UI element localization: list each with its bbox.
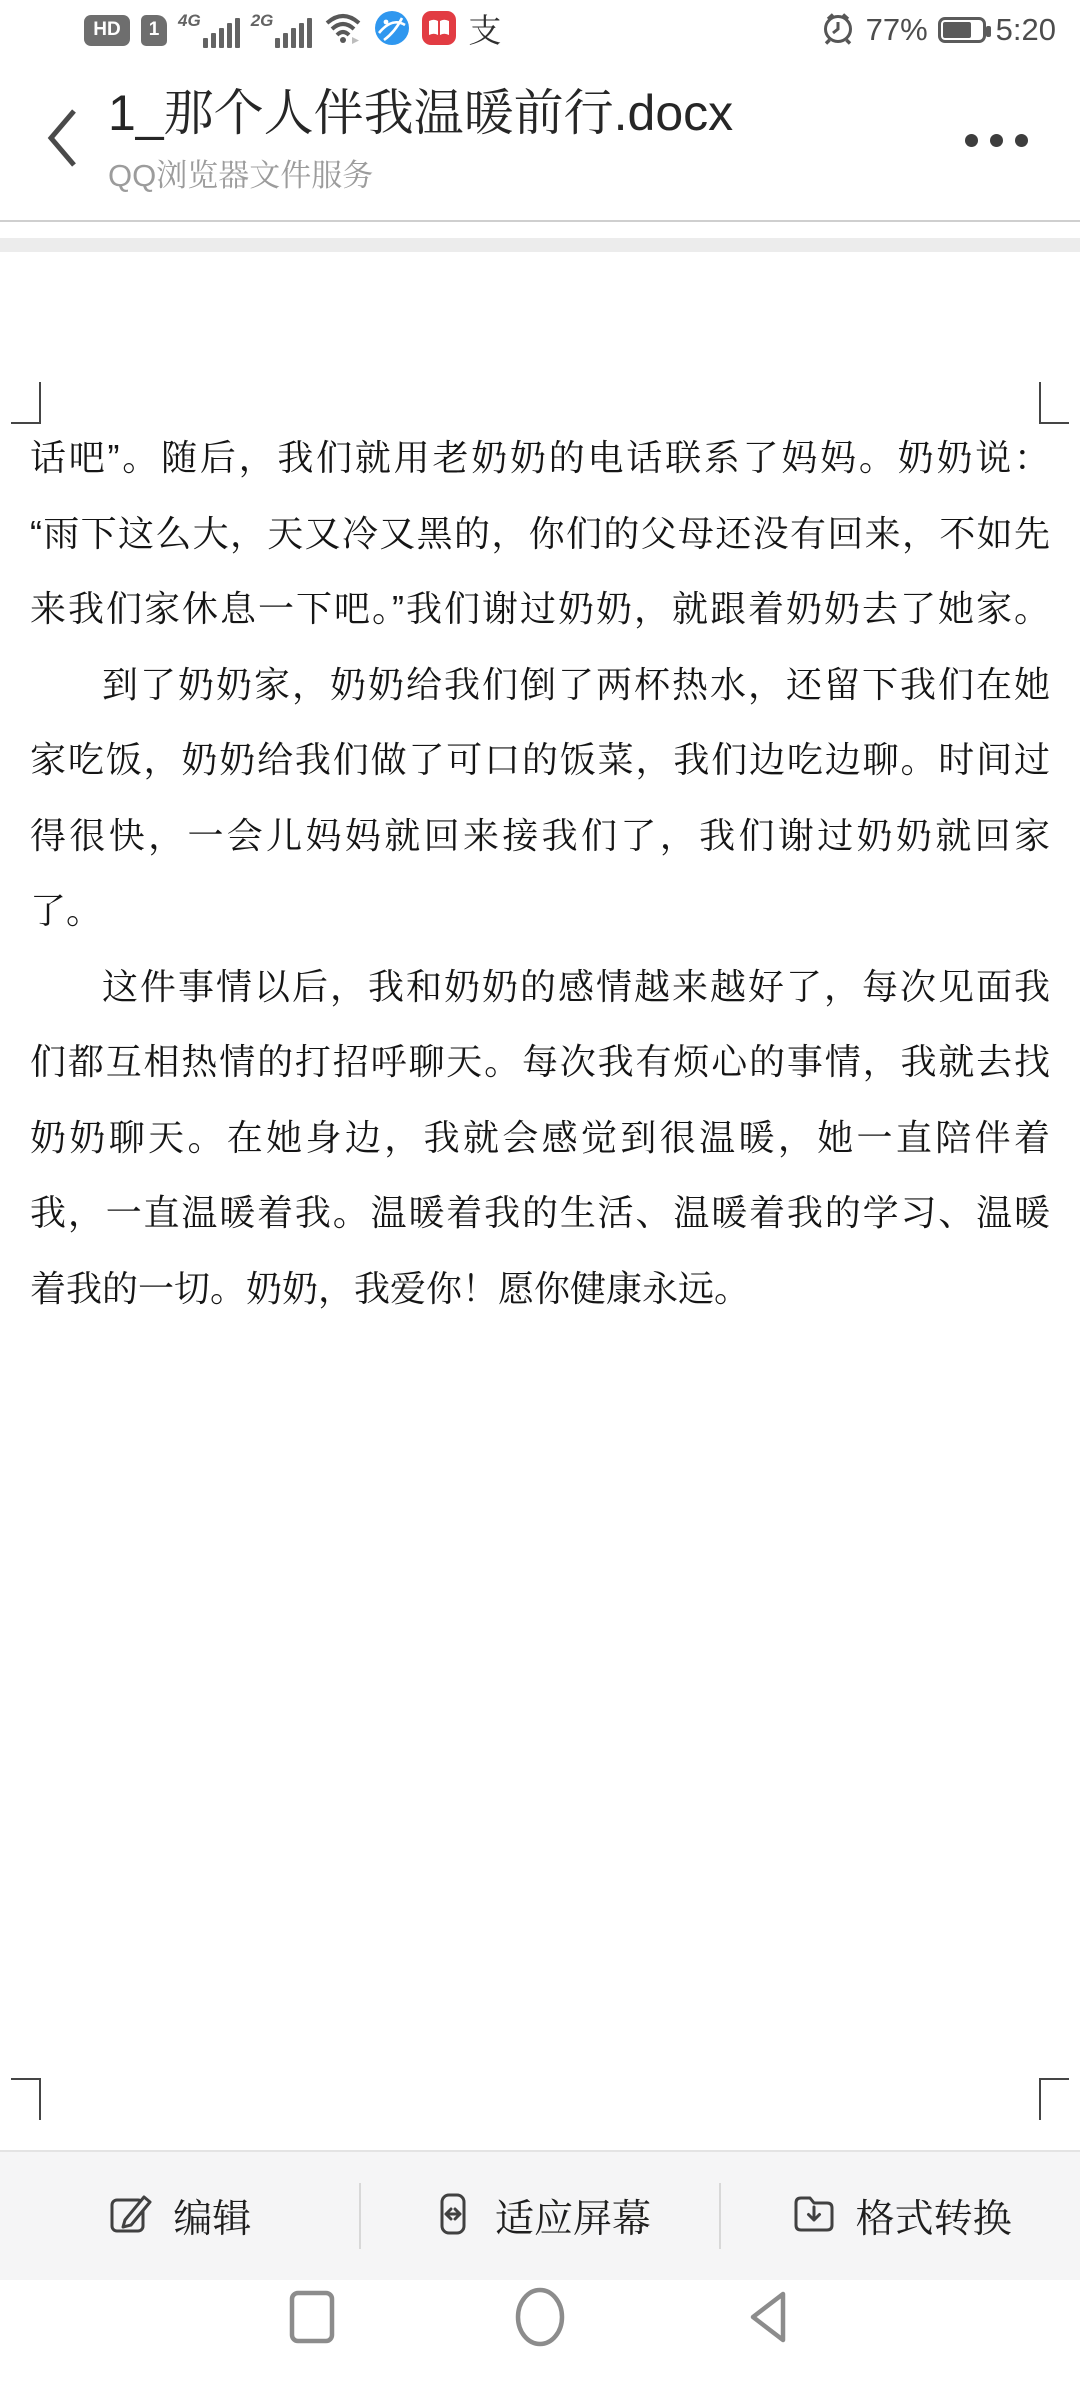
signal-4g-icon: [178, 12, 240, 48]
clock: 5:20: [995, 12, 1056, 47]
document-line: 了。: [30, 890, 103, 931]
back-nav-button[interactable]: [744, 2290, 792, 2348]
page-top-gap: [0, 238, 1080, 252]
signal-2g-icon: [251, 12, 313, 48]
document-line: 奶奶聊天。在她身边，我就会感觉到很温暖，她一直陪伴着: [30, 1116, 1050, 1158]
signal-bars-icon: [203, 18, 240, 48]
signal-bars-icon: [275, 18, 312, 48]
home-circle-icon: [514, 2287, 566, 2352]
recents-square-icon: [289, 2289, 335, 2350]
status-bar-right: [820, 0, 1056, 60]
page-subtitle: QQ浏览器文件服务: [108, 158, 374, 194]
navigation-bar: [0, 2280, 1080, 2400]
status-bar: [0, 0, 1080, 60]
fit-screen-button-label: 适应屏幕: [495, 2198, 652, 2241]
page-corner-mark-bottom-right: [1039, 2078, 1069, 2080]
document-line: 话吧”。随后，我们就用老奶奶的电话联系了妈妈。奶奶说：: [30, 437, 1050, 478]
format-convert-button-label: 格式转换: [855, 2198, 1012, 2241]
document-page[interactable]: [30, 420, 1050, 1326]
dot-icon: [990, 134, 1003, 147]
reader-app-icon: [421, 10, 457, 51]
edit-button[interactable]: [0, 2152, 359, 2280]
hd-icon: HD: [84, 15, 130, 46]
fit-screen-icon: [429, 2190, 477, 2243]
back-triangle-icon: [745, 2288, 791, 2351]
header-titles: [108, 85, 945, 196]
edit-button-label: 编辑: [173, 2198, 252, 2241]
header: [0, 60, 1080, 222]
document-line: 到了奶奶家，奶奶给我们倒了两杯热水，还留下我们在她: [102, 663, 1050, 705]
page-title: 1_那个人伴我温暖前行.docx: [108, 84, 734, 141]
network-4g-label: 4G: [178, 11, 201, 30]
document-line: 家吃饭，奶奶给我们做了可口的饭菜，我们边吃边聊。时间过: [30, 739, 1050, 780]
document-line: 这件事情以后，我和奶奶的感情越来越好了，每次见面我: [102, 965, 1050, 1007]
sim1-icon: 1: [141, 15, 167, 46]
document-line: “雨下这么大，天又冷又黑的，你们的父母还没有回来，不如先: [30, 512, 1050, 554]
format-convert-icon: [790, 2190, 838, 2243]
page-corner-mark-top-left: [39, 382, 41, 424]
status-bar-left: [84, 0, 501, 60]
edit-icon: [107, 2190, 155, 2243]
format-convert-button[interactable]: [721, 2152, 1080, 2280]
browser-app-icon: [374, 10, 410, 51]
back-chevron-icon: [41, 105, 85, 176]
document-line: 我，一直温暖着我。温暖着我的生活、温暖着我的学习、温暖: [30, 1192, 1050, 1233]
document-line: 得很快，一会儿妈妈就回来接我们了，我们谢过奶奶就回家: [30, 814, 1050, 856]
page-corner-mark-bottom-right: [1039, 2078, 1041, 2120]
battery-percent: 77%: [865, 12, 928, 47]
document-line: 着我的一切。奶奶，我爱你！愿你健康永远。: [30, 1267, 751, 1309]
more-menu-button[interactable]: [965, 80, 1028, 200]
document-line: 来我们家休息一下吧。”我们谢过奶奶，就跟着奶奶去了她家。: [30, 588, 1050, 629]
alipay-icon: 支: [468, 11, 502, 49]
bottom-toolbar: [0, 2150, 1080, 2280]
wifi-icon: [323, 10, 363, 51]
page-corner-mark-bottom-left: [11, 2078, 41, 2080]
network-2g-label: 2G: [250, 11, 274, 30]
dot-icon: [965, 134, 978, 147]
back-button[interactable]: [28, 80, 98, 200]
alarm-icon: [820, 10, 856, 51]
recents-button[interactable]: [288, 2290, 336, 2348]
battery-icon: [938, 17, 986, 43]
dot-icon: [1015, 134, 1028, 147]
fit-screen-button[interactable]: [361, 2152, 720, 2280]
page-corner-mark-top-right: [1039, 382, 1041, 424]
document-line: 们都互相热情的打招呼聊天。每次我有烦心的事情，我就去找: [30, 1041, 1050, 1082]
home-button[interactable]: [516, 2290, 564, 2348]
page-corner-mark-bottom-left: [39, 2078, 41, 2120]
